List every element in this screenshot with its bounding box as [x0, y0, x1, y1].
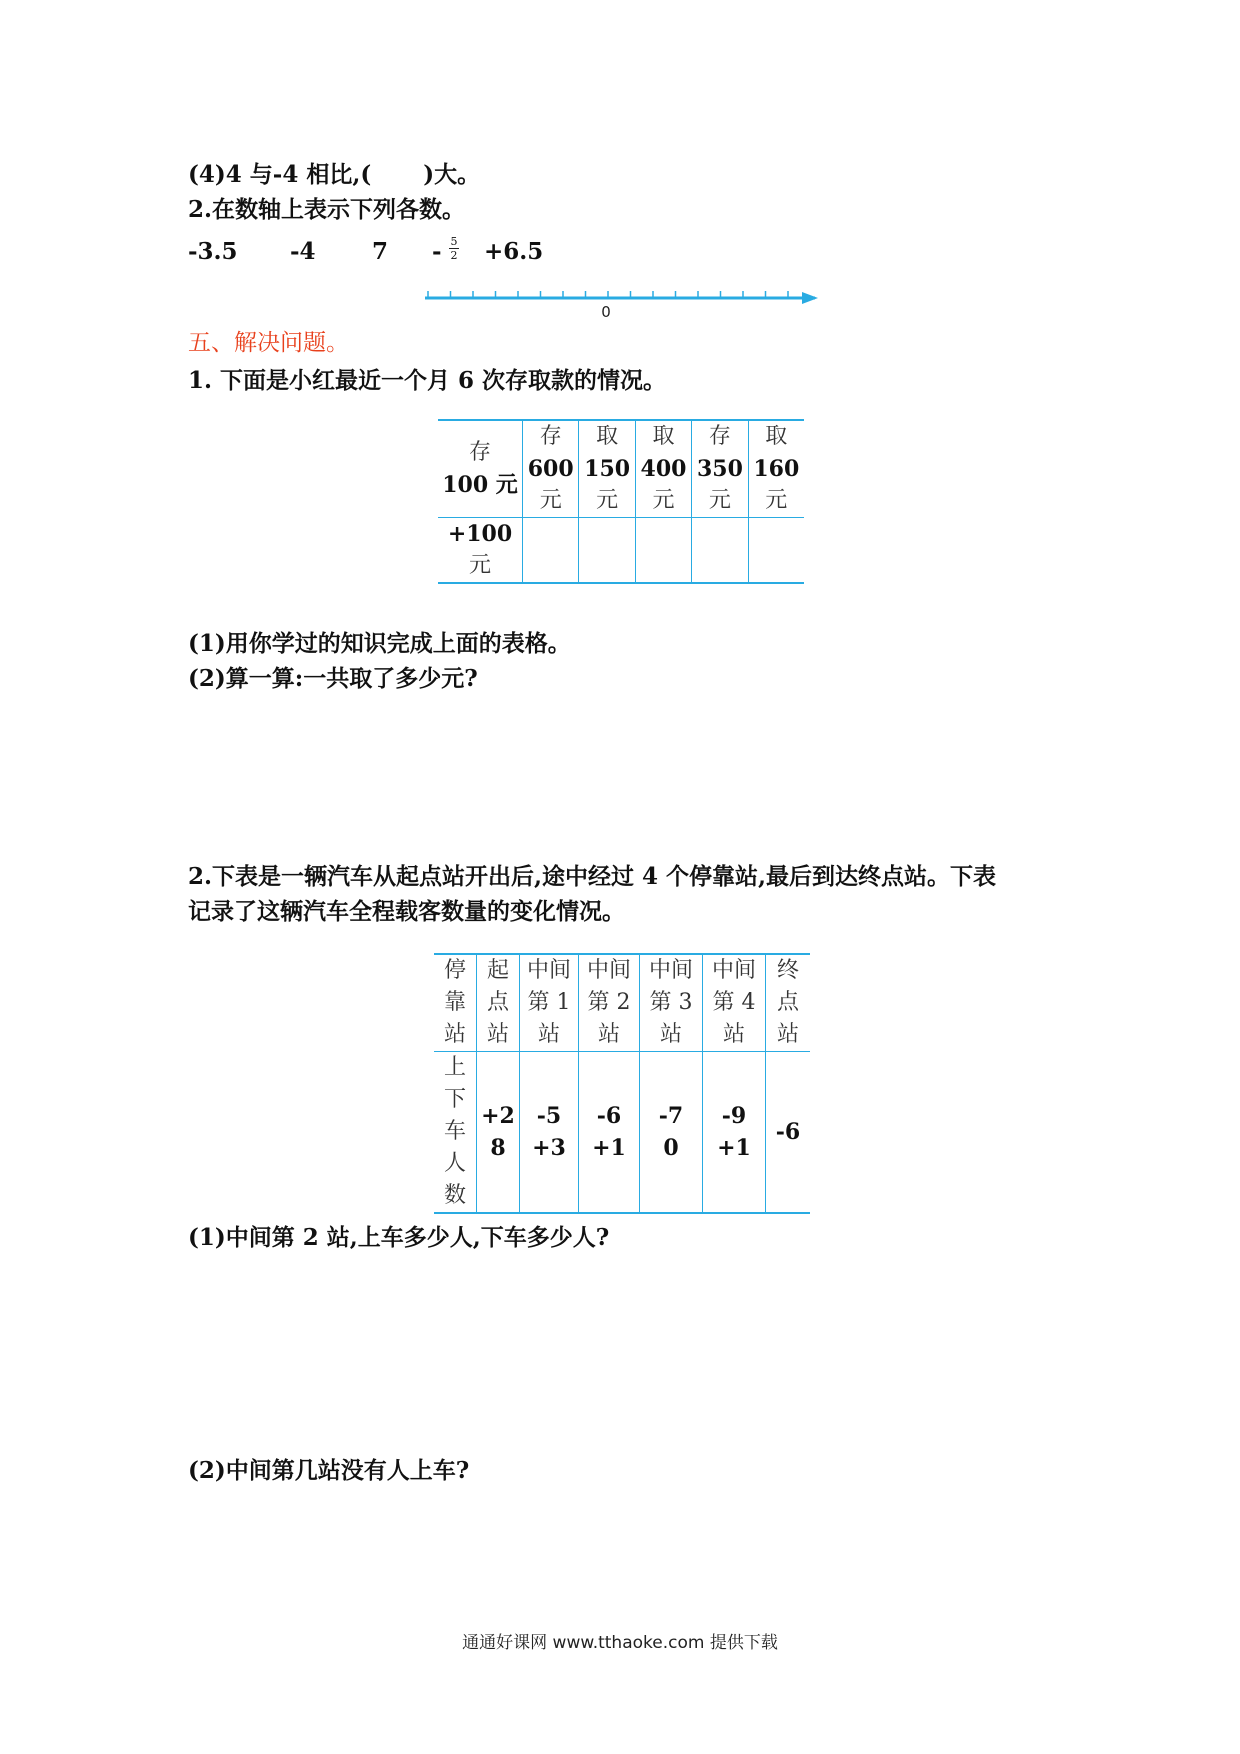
bus-value-cell-5	[703, 1052, 766, 1214]
cell-text: 车	[443, 1119, 466, 1144]
bus-header-cell-7	[766, 954, 811, 1052]
cell-text: 元	[596, 488, 619, 513]
bus-value-cell-2	[520, 1052, 579, 1214]
cell-text: 站	[486, 1022, 509, 1047]
cell-text: 第 4	[712, 990, 756, 1015]
cell-text: -6	[596, 1103, 622, 1129]
deposit-table	[438, 419, 804, 584]
deposit-table-answer-row	[438, 518, 804, 584]
cell-text: 数	[443, 1183, 466, 1208]
deposit-cell-3	[579, 420, 635, 518]
cell-text: 第 2	[587, 990, 631, 1015]
number-2: -4	[290, 238, 316, 265]
deposit-cell-6	[748, 420, 804, 518]
cell-text: 第 1	[527, 990, 571, 1015]
bus-table-header-row	[434, 954, 810, 1052]
bus-header-cell-5	[640, 954, 703, 1052]
cell-text: 起	[486, 958, 509, 983]
cell-text: 元	[468, 553, 491, 578]
bus-header-cell-6	[703, 954, 766, 1052]
question-4	[188, 156, 480, 189]
cell-text: 100 元	[442, 472, 518, 498]
deposit-answer-cell-2[interactable]	[523, 518, 579, 584]
cell-text: +3	[532, 1135, 566, 1161]
cell-text: +1	[592, 1135, 626, 1161]
cell-text: +2	[481, 1103, 515, 1129]
number-5: +6.5	[484, 238, 544, 265]
number-list	[0, 235, 1240, 278]
cell-text: 150	[584, 456, 631, 482]
deposit-cell-1	[438, 420, 523, 518]
problem-2-line-1: 2.下表是一辆汽车从起点站开出后,途中经过 4 个停靠站,最后到达终点站。下表	[188, 863, 997, 890]
bus-table-data-row	[434, 1052, 810, 1214]
cell-text: 元	[652, 488, 675, 513]
deposit-answer-cell-3[interactable]	[579, 518, 635, 584]
deposit-answer-cell-1	[438, 518, 523, 584]
bus-header-cell-2	[477, 954, 520, 1052]
deposit-cell-4	[635, 420, 691, 518]
cell-text: 400	[640, 456, 687, 482]
cell-text: 人	[443, 1151, 466, 1176]
cell-text: 8	[490, 1135, 506, 1161]
cell-text: 元	[539, 488, 562, 513]
cell-text: 中间	[586, 958, 631, 983]
cell-text: 中间	[526, 958, 571, 983]
bus-header-cell-1	[434, 954, 477, 1052]
cell-text: 上	[443, 1055, 466, 1080]
axis-zero-label: 0	[601, 303, 611, 321]
cell-text: 靠	[443, 990, 466, 1015]
cell-text: -7	[658, 1103, 684, 1129]
cell-text: 存	[468, 440, 491, 465]
cell-text: 元	[708, 488, 731, 513]
number-line[interactable]	[420, 284, 820, 320]
cell-text: 0	[663, 1135, 679, 1161]
cell-text: 第 3	[649, 990, 693, 1015]
question-2-title: 2.在数轴上表示下列各数。	[188, 196, 466, 223]
cell-text: 存	[708, 424, 731, 449]
cell-text: 存	[539, 424, 562, 449]
cell-text: 350	[696, 456, 743, 482]
bus-row-label	[434, 1052, 477, 1214]
deposit-cell-5	[692, 420, 748, 518]
cell-text: 取	[652, 424, 675, 449]
cell-text: 点	[776, 990, 799, 1015]
cell-text: 站	[776, 1022, 799, 1047]
footer-credit: 通通好课网 www.tthaoke.com 提供下载	[462, 1633, 778, 1653]
cell-text: 站	[597, 1022, 620, 1047]
fraction-numerator: 5	[450, 235, 458, 248]
cell-text: 取	[765, 424, 788, 449]
number-1: -3.5	[188, 238, 238, 265]
bus-value-cell-3	[579, 1052, 640, 1214]
problem-1-question-1: (1)用你学过的知识完成上面的表格。	[188, 630, 571, 657]
cell-text: 下	[443, 1087, 466, 1112]
number-3: 7	[372, 238, 389, 265]
deposit-answer-cell-4[interactable]	[635, 518, 691, 584]
bus-value-cell-1	[477, 1052, 520, 1214]
cell-text: 站	[443, 1022, 466, 1047]
cell-text: 中间	[711, 958, 756, 983]
cell-text: -9	[721, 1103, 747, 1129]
cell-text: 600	[527, 456, 574, 482]
cell-text: 点	[486, 990, 509, 1015]
section-title: 五、解决问题。	[188, 330, 349, 356]
deposit-answer-cell-5[interactable]	[692, 518, 748, 584]
cell-text: 站	[659, 1022, 682, 1047]
number-4-sign: -	[432, 238, 442, 265]
bus-table	[434, 953, 810, 1214]
cell-text: 取	[596, 424, 619, 449]
cell-text: +100	[447, 521, 513, 547]
cell-text: 停	[443, 958, 466, 983]
cell-text: 站	[537, 1022, 560, 1047]
deposit-table-header-row	[438, 420, 804, 518]
problem-1-question-2: (2)算一算:一共取了多少元?	[188, 665, 478, 692]
deposit-answer-cell-6[interactable]	[748, 518, 804, 584]
cell-text: 站	[722, 1022, 745, 1047]
axis-arrow	[802, 292, 818, 304]
problem-2-line-2: 记录了这辆汽车全程载客数量的变化情况。	[188, 898, 625, 925]
problem-1-title: 1. 下面是小红最近一个月 6 次存取款的情况。	[188, 367, 667, 394]
number-4-fraction	[449, 235, 459, 262]
cell-text: 160	[753, 456, 800, 482]
cell-text: 中间	[648, 958, 693, 983]
question-4-text-b: )大。	[423, 161, 481, 188]
bus-value-cell-4	[640, 1052, 703, 1214]
cell-text: 终	[776, 958, 799, 983]
fraction-denominator: 2	[450, 249, 458, 262]
cell-text: -6	[775, 1119, 801, 1145]
cell-text: 元	[765, 488, 788, 513]
cell-text: -5	[536, 1103, 562, 1129]
problem-2-question-1: (1)中间第 2 站,上车多少人,下车多少人?	[188, 1224, 610, 1251]
problem-2-question-2: (2)中间第几站没有人上车?	[188, 1457, 470, 1484]
question-4-text-a: (4)4 与-4 相比,(	[188, 161, 372, 188]
bus-header-cell-4	[579, 954, 640, 1052]
cell-text: +1	[717, 1135, 751, 1161]
bus-header-cell-3	[520, 954, 579, 1052]
deposit-cell-2	[523, 420, 579, 518]
bus-value-cell-6	[766, 1052, 811, 1214]
